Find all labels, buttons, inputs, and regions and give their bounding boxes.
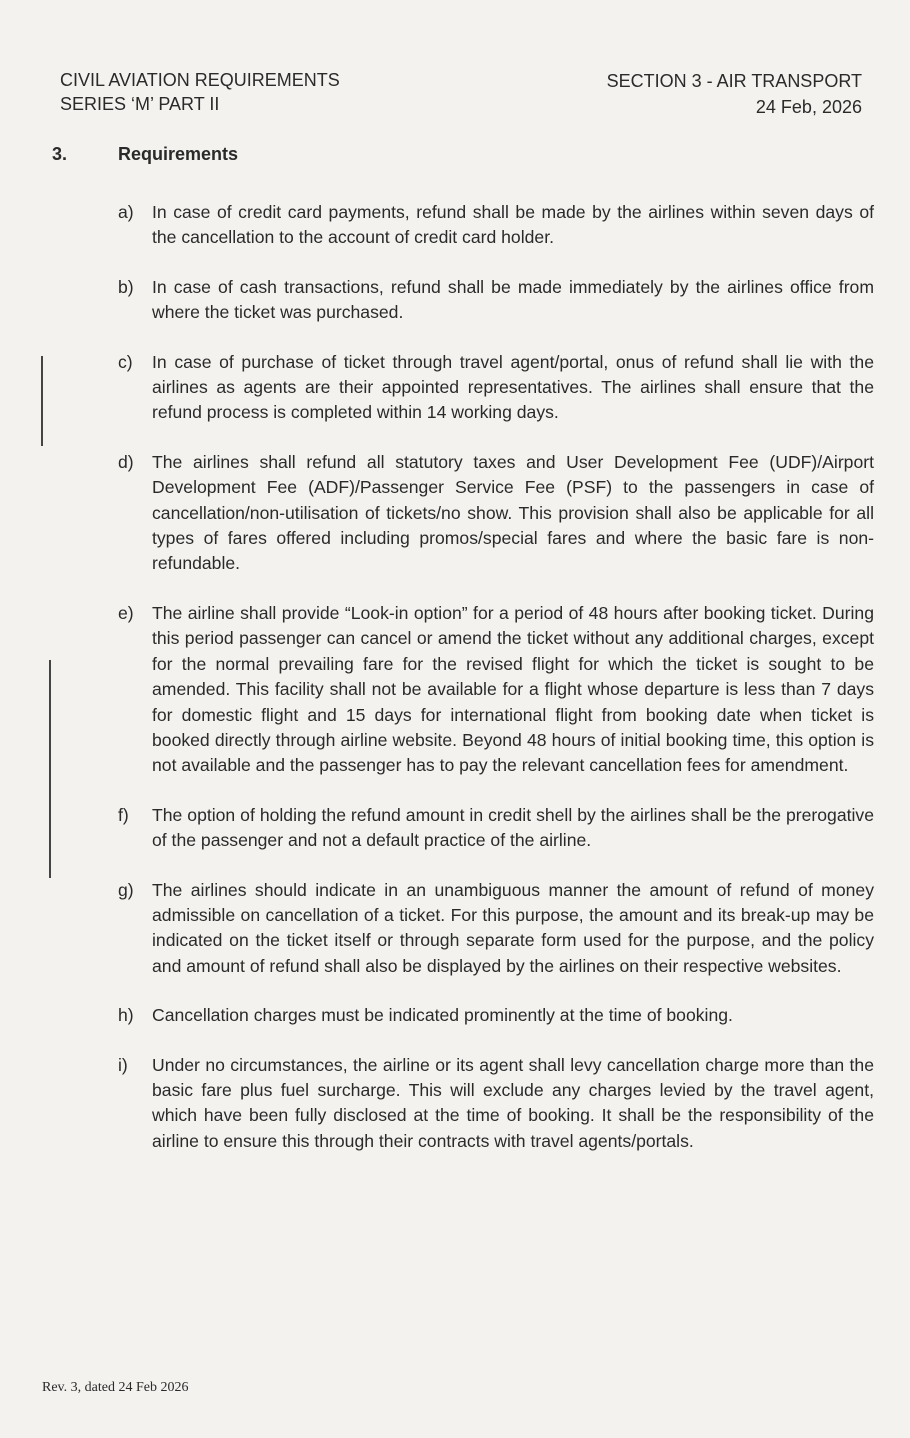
list-item xyxy=(118,803,874,854)
item-marker: b) xyxy=(118,276,134,297)
list-item xyxy=(118,450,874,577)
item-marker: e) xyxy=(118,602,134,623)
item-marker: d) xyxy=(118,451,134,472)
item-text: The airlines shall refund all statutory taxes and User Development Fee (UDF)/Airport Development Fee (ADF)/Passenger Service Fee (PSF) to the passengers in case of cancellation/non-utilisation of tickets/no show. This provision shall also be applicable for all types of fares offered including promos/special fares and where the basic fare is non-refundable. xyxy=(152,451,874,574)
header-section: SECTION 3 - AIR TRANSPORT xyxy=(606,71,862,91)
list-item xyxy=(118,1053,874,1155)
item-marker: g) xyxy=(118,879,134,900)
revision-bar-c xyxy=(41,356,43,446)
item-text: In case of credit card payments, refund shall be made by the airlines within seven days of the cancellation to the account of credit card holder. xyxy=(152,202,874,248)
item-marker: i) xyxy=(118,1054,128,1075)
item-text: The option of holding the refund amount in credit shell by the airlines shall be the prerogative of the passenger and not a default practice of the airline. xyxy=(152,804,874,851)
item-text: Under no circumstances, the airline or its agent shall levy cancellation charge more than the basic fare plus fuel surcharge. This will exclude any charges levied by the travel agent, which have been fully disclosed at the time of booking. It shall be the responsibility of the airline to ensure this through their contracts with travel agents/portals. xyxy=(152,1054,874,1151)
header-date: 24 Feb, 2026 xyxy=(755,97,862,117)
list-item xyxy=(118,350,874,426)
item-text: Cancellation charges must be indicated prominently at the time of booking. xyxy=(152,1005,733,1026)
requirements-list xyxy=(118,200,874,1178)
section-number: 3. xyxy=(52,144,68,164)
revision-footer: Rev. 3, dated 24 Feb 2026 xyxy=(42,1380,189,1395)
item-text: In case of cash transactions, refund shall be made immediately by the airlines office from where the ticket was purchased. xyxy=(152,276,874,323)
item-text: The airline shall provide “Look-in option” for a period of 48 hours after booking ticket. During this period passenger can cancel or amend the ticket without any additional charges, except for the normal prevailing fare for the revised flight for which the ticket is sought to be amended. This facility shall not be available for a flight whose departure is less than 7 days for domestic flight and 15 days for international flight from booking date when ticket is booked directly through airline website. Beyond 48 hours of initial booking time, this option is not available and the passenger has to pay the relevant cancellation fees for amendment. xyxy=(152,602,874,776)
header-series: SERIES ‘M’ PART II xyxy=(60,94,220,114)
header-right xyxy=(607,68,862,120)
list-item xyxy=(118,275,874,326)
list-item xyxy=(118,601,874,779)
header-left xyxy=(60,68,340,116)
item-text: In case of purchase of ticket through travel agent/portal, onus of refund shall lie with the airlines as agents are their appointed representatives. The airlines shall ensure that the refund process is completed within 14 working days. xyxy=(152,351,874,423)
section-title: Requirements xyxy=(118,144,239,164)
list-item xyxy=(118,1003,874,1028)
header-title: CIVIL AVIATION REQUIREMENTS xyxy=(60,70,340,90)
item-text: The airlines should indicate in an unambiguous manner the amount of refund of money admissible on cancellation of a ticket. For this purpose, the amount and its break-up may be indicated on the ticket itself or through separate form used for the purpose, and the policy and amount of refund shall also be displayed by the airlines on their respective websites. xyxy=(152,879,874,976)
item-marker: f) xyxy=(118,804,129,825)
revision-bar-e xyxy=(49,660,51,878)
item-marker: c) xyxy=(118,351,133,372)
list-item xyxy=(118,200,874,251)
list-item xyxy=(118,878,874,980)
item-marker: h) xyxy=(118,1005,134,1026)
item-marker: a) xyxy=(118,202,134,222)
